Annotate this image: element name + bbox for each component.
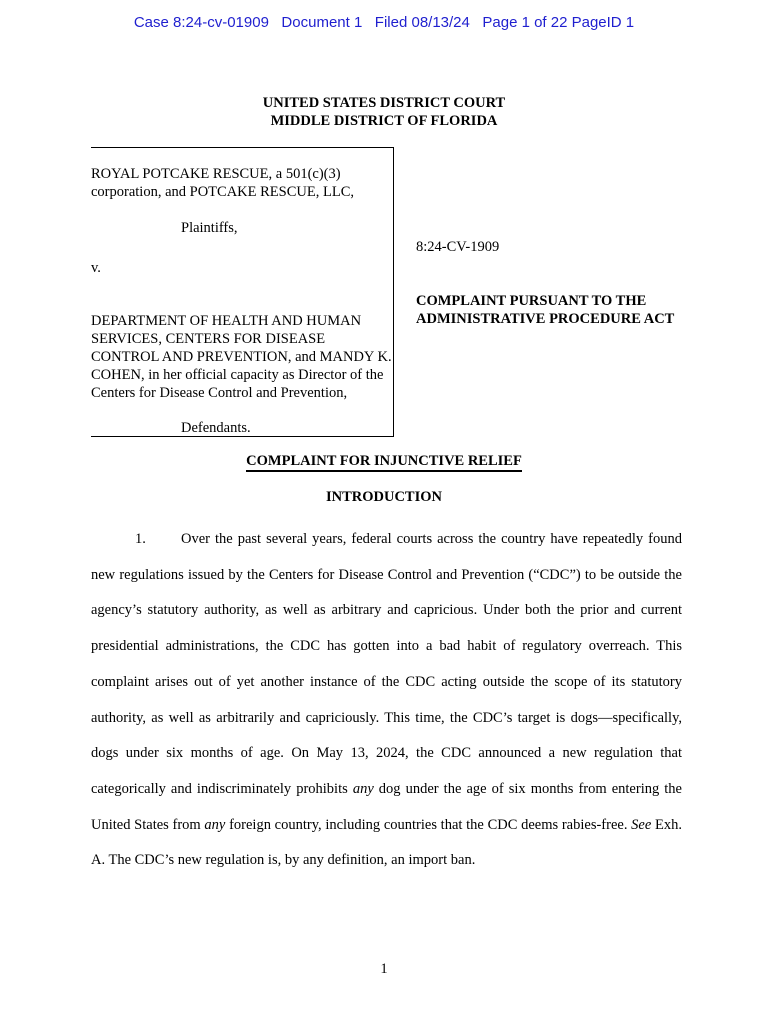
injunctive-relief-heading xyxy=(0,453,768,470)
emphasis-any-1: any xyxy=(352,780,374,797)
citation-signal-see: See xyxy=(631,816,652,833)
defendants-label: Defendants. xyxy=(181,420,251,436)
page-number: 1 xyxy=(380,961,388,977)
court-title xyxy=(0,94,768,130)
complaint-title: COMPLAINT PURSUANT TO THE ADMINISTRATIVE PROCEDURE ACT xyxy=(416,293,675,327)
court-name: UNITED STATES DISTRICT COURT xyxy=(262,95,506,111)
defendants-names: DEPARTMENT OF HEALTH AND HUMAN SERVICES, CENTERS FOR DISEASE CONTROL AND PREVENTION, and MANDY K. COHEN, in her official capacity as Director of the Centers for Disease Control and Prevention, xyxy=(91,313,392,401)
paragraph-text-b: dog under the age of six months from entering the United States from xyxy=(91,780,682,833)
ecf-header-stamp: Case 8:24-cv-01909 Document 1 Filed 08/13/24 Page 1 of 22 PageID 1 xyxy=(133,14,635,31)
case-number: 8:24-CV-1909 xyxy=(416,239,500,255)
emphasis-any-2: any xyxy=(204,816,226,833)
paragraph-text-d: Exh. A. The CDC’s new regulation is, by any definition, an import ban. xyxy=(91,816,682,869)
court-district: MIDDLE DISTRICT OF FLORIDA xyxy=(270,113,498,129)
introduction-heading: INTRODUCTION xyxy=(325,489,442,505)
plaintiffs-label: Plaintiffs, xyxy=(181,220,238,236)
plaintiffs-names: ROYAL POTCAKE RESCUE, a 501(c)(3) corporation, and POTCAKE RESCUE, LLC, xyxy=(91,166,354,200)
paragraph-text-a: Over the past several years, federal courts across the country have repeatedly found new regulations issued by the Centers for Disease Control and Prevention (“CDC”) to be outside the agency’s statutory authority, as well as arbitrary and capricious. Under both the prior and current presidential administrations, the CDC has gotten into a bad habit of regulatory overreach. This complaint arises out of yet another instance of the CDC acting outside the scope of its statutory authority, as well as arbitrarily and capriciously. This time, the CDC’s target is dogs—specifically, dogs under six months of age. On May 13, 2024, the CDC announced a new regulation that categorically and indiscriminately prohibits xyxy=(91,531,682,797)
paragraph-1 xyxy=(91,522,682,879)
versus-label: v. xyxy=(91,260,101,276)
injunctive-relief-heading-text: COMPLAINT FOR INJUNCTIVE RELIEF xyxy=(246,453,522,472)
paragraph-text-c: foreign country, including countries that the CDC deems rabies-free. xyxy=(225,816,632,833)
paragraph-number: 1. xyxy=(135,531,146,547)
